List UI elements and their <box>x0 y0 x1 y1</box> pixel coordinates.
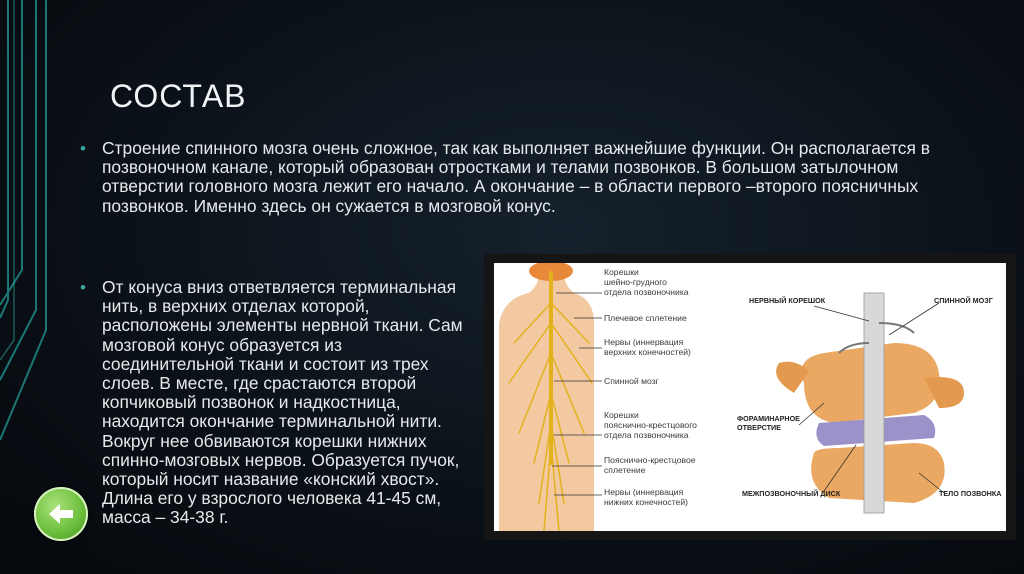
label-spinal-cord: Спинной мозг <box>604 376 659 386</box>
bullet-icon: • <box>80 139 86 158</box>
label-lumbosacral-roots: Корешки пояснично-крестцового отдела позвоночника <box>604 410 697 440</box>
label-lower-limb-nerves: Нервы (иннервация нижних конечностей) <box>604 487 688 507</box>
paragraph-2 <box>80 277 472 528</box>
label-cervical-roots: Корешки шейно-грудного отдела позвоночника <box>604 267 689 297</box>
bullet-icon: • <box>80 278 86 297</box>
paragraph-1 <box>80 138 982 216</box>
vertebra-drawing <box>776 293 964 513</box>
label-nerve-root: НЕРВНЫЙ КОРЕШОК <box>749 296 826 305</box>
label-spinal-cord-right: СПИННОЙ МОЗГ <box>934 296 993 305</box>
decorative-lines <box>0 0 90 574</box>
slide-title: СОСТАВ <box>110 78 247 114</box>
label-brachial-plexus: Плечевое сплетение <box>604 313 687 323</box>
paragraph-1-text: Строение спинного мозга очень сложное, так как выполняет важнейшие функции. Он располагается в позвоночном канале, который образован отростками и телами позвонков. В большом затылочном отверстии головного мозга лежит его начало. А окончание – в области первого –второго поясничных позвонков. Именно здесь он сужается в мозговой конус. <box>102 138 930 216</box>
paragraph-2-text: От конуса вниз ответвляется терминальная нить, в верхних отделах которой, расположены элементы нервной ткани. Сам мозговой конус образуется из соединительной ткани и состоит из трех слоев. В месте, где срастаются второй копчиковый позвонок и надкостница, находится окончание терминальной нити. Вокруг нее обвиваются корешки нижних спинно-мозговых нервов. Образуется пучок, который носит название «конский хвост». Длина его у взрослого человека 41-45 см, масса – 34-38 г. <box>102 277 463 528</box>
left-arrow-icon <box>47 501 75 527</box>
label-upper-limb-nerves: Нервы (иннервация верхних конечностей) <box>604 337 691 357</box>
label-vertebra-body: ТЕЛО ПОЗВОНКА <box>939 489 1002 498</box>
spine-illustration <box>484 254 1016 540</box>
spine-diagram <box>494 263 1006 531</box>
back-button[interactable] <box>34 487 88 541</box>
label-foramen: ФОРАМИНАРНОЕ ОТВЕРСТИЕ <box>737 414 800 432</box>
label-disc: МЕЖПОЗВОНОЧНЫЙ ДИСК <box>742 489 841 498</box>
left-labels <box>604 267 697 507</box>
label-lumbosacral-plexus: Пояснично-крестцовое сплетение <box>604 455 696 475</box>
